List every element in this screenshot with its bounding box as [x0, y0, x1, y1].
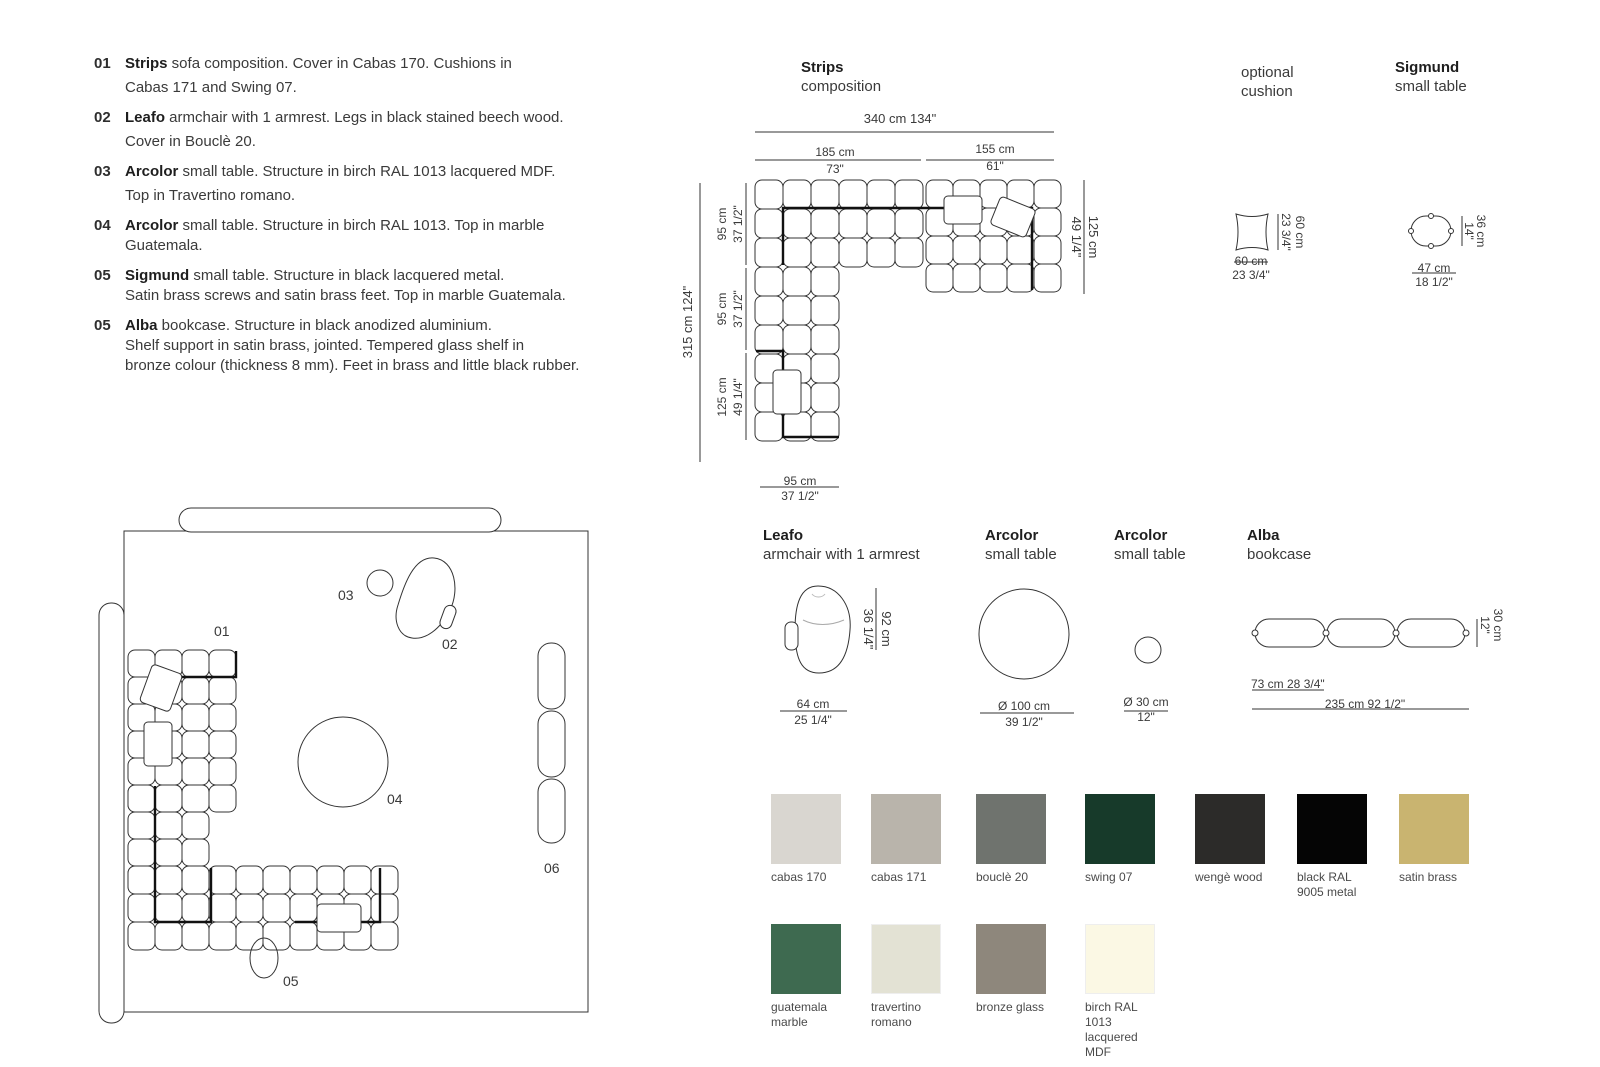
sofa-module: [182, 677, 209, 704]
sofa-module: [128, 812, 155, 839]
spec-text: bookcase. Structure in black anodized aluminium.: [157, 317, 492, 334]
title-sigmund: Sigmund small table: [1395, 59, 1467, 95]
swatch-label: cabas 170: [771, 870, 827, 884]
sofa-module: [263, 922, 290, 950]
swatch-chip: [1085, 794, 1155, 864]
plan-label-06: 06: [544, 860, 560, 876]
wall-bench: [179, 508, 501, 532]
sofa-module: [895, 238, 923, 267]
strips-cushion: [773, 370, 801, 414]
sofa-module: [867, 180, 895, 209]
swatch-chip: [1195, 794, 1265, 864]
spec-text: Cover in Bouclè 20.: [125, 133, 256, 150]
swatch-wenge-wood: [1195, 794, 1265, 885]
dim-315: 315 cm 124": [680, 285, 695, 359]
plan-label-03: 03: [338, 587, 354, 603]
swatch-label: swing 07: [1085, 870, 1133, 884]
plan-label-02: 02: [442, 636, 458, 652]
swatch-cabas-170: [771, 794, 841, 885]
swatch-swing-07: [1085, 794, 1155, 885]
sofa-module: [290, 922, 317, 950]
sofa-module: [980, 264, 1007, 292]
sofa-module: [209, 785, 236, 812]
sofa-module: [1007, 236, 1034, 264]
sofa-module: [755, 238, 783, 267]
dim-alba-h-in: 12": [1478, 616, 1492, 634]
sofa-module: [783, 325, 811, 354]
sofa-module: [811, 267, 839, 296]
dim-b95-in: 37 1/2": [781, 489, 819, 503]
title-alba: Alba bookcase: [1247, 527, 1312, 563]
swatch-chip: [871, 924, 941, 994]
dim-arcolor-small: Ø 30 cm: [1123, 695, 1169, 709]
sofa-module: [867, 238, 895, 267]
dim-v95b: 95 cm: [715, 292, 729, 326]
spec-text: Satin brass screws and satin brass feet. Top in marble Guatemala.: [125, 287, 566, 304]
sofa-module: [209, 866, 236, 894]
spec-text: armchair with 1 armrest. Legs in black stained beech wood.: [165, 109, 564, 126]
sofa-module: [209, 758, 236, 785]
swatch-label: bouclè 20: [976, 870, 1029, 884]
dim-arcolor-small-in: 12": [1137, 710, 1155, 724]
sofa-module: [1034, 180, 1061, 208]
sofa-module: [290, 866, 317, 894]
swatch-guatemala-marble: [771, 924, 841, 1030]
spec-number: 04: [94, 217, 111, 234]
sofa-module: [317, 866, 344, 894]
title-arcolor-2: Arcolor small table: [1114, 527, 1186, 563]
swatch-cabas-171: [871, 794, 941, 885]
dim-185-in: 73": [826, 162, 844, 176]
sofa-module: [783, 209, 811, 238]
sofa-module: [755, 209, 783, 238]
sofa-module: [783, 267, 811, 296]
spec-number: 05: [94, 317, 111, 334]
dim-155-in: 61": [986, 159, 1004, 173]
sofa-module: [128, 866, 155, 894]
sofa-module: [755, 412, 783, 441]
sofa-module: [128, 894, 155, 922]
swatch-satin-brass: [1399, 794, 1469, 885]
dim-v95a: 95 cm: [715, 207, 729, 241]
side-bench: [99, 603, 124, 1023]
dim-b95: 95 cm: [783, 474, 817, 488]
sofa-module: [371, 866, 398, 894]
sofa-module: [867, 209, 895, 238]
sofa-module: [182, 922, 209, 950]
sofa-module: [236, 922, 263, 950]
sofa-module: [155, 894, 182, 922]
spec-product-name: Arcolor: [125, 163, 179, 180]
sofa-module: [811, 238, 839, 267]
spec-product-name: Alba: [125, 317, 158, 334]
sofa-module: [371, 922, 398, 950]
sofa-module: [783, 180, 811, 209]
dim-total-width: 340 cm 134": [863, 111, 937, 126]
sofa-module: [839, 209, 867, 238]
sofa-module: [263, 866, 290, 894]
sofa-module: [926, 236, 953, 264]
sofa-module: [182, 839, 209, 866]
dim-r125-in: 49 1/4": [1069, 216, 1084, 258]
strips-cushion: [944, 196, 982, 224]
plan-cushion: [144, 722, 172, 766]
sofa-module: [811, 180, 839, 209]
swatch-label: guatemala marble: [771, 1000, 828, 1029]
sofa-module: [209, 704, 236, 731]
swatch-chip: [871, 794, 941, 864]
arcolor-large-drawing: [979, 589, 1069, 679]
swatch-label: wengè wood: [1195, 870, 1263, 884]
sofa-module: [1034, 236, 1061, 264]
sofa-module: [811, 325, 839, 354]
sofa-module: [128, 785, 155, 812]
dim-leafo-w-in: 25 1/4": [794, 713, 832, 727]
sofa-module: [926, 264, 953, 292]
dim-v95b-in: 37 1/2": [731, 290, 745, 328]
sofa-module: [811, 296, 839, 325]
spec-text: small table. Structure in birch RAL 1013. Top in marble: [178, 217, 545, 234]
sofa-module: [155, 839, 182, 866]
dim-sigmund-w: 47 cm: [1417, 261, 1451, 275]
sofa-module: [236, 894, 263, 922]
title-arcolor-1: Arcolor small table: [985, 527, 1057, 563]
sofa-module: [783, 238, 811, 267]
sofa-module: [344, 866, 371, 894]
dim-alba-total: 235 cm 92 1/2": [1324, 697, 1406, 711]
dim-cushion-h: 60 cm: [1293, 215, 1307, 249]
sofa-module: [1034, 264, 1061, 292]
sofa-module: [263, 894, 290, 922]
swatch-chip: [976, 794, 1046, 864]
sofa-module: [953, 264, 980, 292]
swatch-chip: [1085, 924, 1155, 994]
spec-text: small table. Structure in black lacquered metal.: [189, 267, 505, 284]
spec-product-name: Leafo: [125, 109, 166, 126]
spec-text: Guatemala.: [125, 237, 203, 254]
sofa-module: [783, 296, 811, 325]
swatch-chip: [976, 924, 1046, 994]
sofa-module: [1034, 208, 1061, 236]
dim-alba-module: 73 cm 28 3/4": [1251, 677, 1325, 691]
sofa-module: [182, 785, 209, 812]
dim-leafo-h: 92 cm: [879, 611, 894, 647]
spec-number: 05: [94, 267, 111, 284]
sofa-module: [155, 785, 182, 812]
swatch-boucle-20: [976, 794, 1046, 885]
dim-cushion-w-in: 23 3/4": [1232, 268, 1270, 282]
sofa-module: [755, 180, 783, 209]
spec-text: Top in Travertino romano.: [125, 187, 296, 204]
swatch-chip: [1297, 794, 1367, 864]
sofa-module: [811, 209, 839, 238]
sofa-module: [839, 180, 867, 209]
dim-v125: 125 cm: [715, 377, 729, 417]
spec-text: bronze colour (thickness 8 mm). Feet in brass and little black rubber.: [125, 357, 580, 374]
sofa-module: [182, 894, 209, 922]
sofa-module: [209, 677, 236, 704]
dim-arcolor-large: Ø 100 cm: [997, 699, 1051, 713]
sofa-module: [182, 812, 209, 839]
sofa-module: [182, 866, 209, 894]
spec-text: small table. Structure in birch RAL 1013 lacquered MDF.: [178, 163, 556, 180]
sofa-module: [755, 296, 783, 325]
sofa-module: [182, 758, 209, 785]
swatch-label: birch RAL 1013 lacquered MDF: [1085, 1000, 1138, 1059]
strips-drawing: [700, 132, 1084, 487]
floor-plan: [99, 508, 588, 1023]
plan-label-05: 05: [283, 973, 299, 989]
sofa-module: [128, 922, 155, 950]
sofa-module: [1007, 264, 1034, 292]
sofa-module: [236, 866, 263, 894]
dim-cushion-h-in: 23 3/4": [1279, 213, 1293, 251]
sofa-module: [953, 236, 980, 264]
plan-small-table-03: [367, 570, 393, 596]
plan-label-04: 04: [387, 791, 403, 807]
sofa-module: [895, 209, 923, 238]
plan-label-01: 01: [214, 623, 230, 639]
sofa-module: [182, 650, 209, 677]
sofa-module: [209, 731, 236, 758]
dim-cushion-w: 60 cm: [1234, 254, 1268, 268]
sofa-module: [895, 180, 923, 209]
dim-sigmund-h-in: 14": [1462, 222, 1476, 240]
spec-number: 01: [94, 55, 111, 72]
dim-v125-in: 49 1/4": [731, 378, 745, 416]
dim-sigmund-h: 36 cm: [1474, 214, 1488, 248]
swatch-label: cabas 171: [871, 870, 927, 884]
dim-v95a-in: 37 1/2": [731, 205, 745, 243]
dim-r125: 125 cm: [1086, 215, 1101, 259]
spec-number: 03: [94, 163, 111, 180]
sofa-module: [755, 325, 783, 354]
swatch-label: black RAL 9005 metal: [1297, 870, 1357, 899]
sofa-module: [155, 922, 182, 950]
sofa-module: [182, 731, 209, 758]
dim-185: 185 cm: [815, 145, 855, 159]
dim-sigmund-w-in: 18 1/2": [1415, 275, 1453, 289]
dim-155: 155 cm: [975, 142, 1015, 156]
swatch-chip: [771, 924, 841, 994]
dim-leafo-w: 64 cm: [796, 697, 830, 711]
swatch-label: satin brass: [1399, 870, 1458, 884]
swatch-label: bronze glass: [976, 1000, 1045, 1014]
sofa-module: [128, 839, 155, 866]
sofa-module: [290, 894, 317, 922]
sofa-module: [209, 922, 236, 950]
sofa-module: [209, 894, 236, 922]
sofa-module: [839, 238, 867, 267]
sofa-module: [209, 650, 236, 677]
dim-arcolor-large-in: 39 1/2": [1005, 715, 1043, 729]
swatch-black-ral-9005: [1297, 794, 1367, 900]
swatch-label: travertino romano: [871, 1000, 922, 1029]
spec-product-name: Sigmund: [125, 267, 190, 284]
spec-number: 02: [94, 109, 111, 126]
swatch-birch-ral-1013: [1085, 924, 1155, 1060]
title-leafo: Leafo armchair with 1 armrest: [763, 527, 920, 563]
dim-alba-h: 30 cm: [1491, 608, 1505, 642]
dim-leafo-h-in: 36 1/4": [861, 608, 876, 650]
alba-drawing: [1252, 619, 1477, 709]
sofa-module: [182, 704, 209, 731]
sofa-module: [155, 866, 182, 894]
spec-product-name: Arcolor: [125, 217, 179, 234]
arcolor-small-drawing: [1135, 637, 1161, 663]
sofa-module: [371, 894, 398, 922]
plan-bookcase: [538, 643, 565, 843]
plan-cushion: [317, 904, 361, 932]
sofa-module: [980, 236, 1007, 264]
spec-product-name: Strips: [125, 55, 168, 72]
swatch-chip: [1399, 794, 1469, 864]
sofa-module: [755, 267, 783, 296]
sofa-module: [155, 812, 182, 839]
sofa-module: [811, 383, 839, 412]
spec-text: Shelf support in satin brass, jointed. Tempered glass shelf in: [125, 337, 525, 354]
sofa-module: [811, 354, 839, 383]
title-cushion: optional cushion: [1241, 64, 1294, 100]
swatch-bronze-glass: [976, 924, 1046, 1015]
spec-text: sofa composition. Cover in Cabas 170. Cushions in: [167, 55, 512, 72]
spec-text: Cabas 171 and Swing 07.: [125, 79, 297, 96]
swatch-chip: [771, 794, 841, 864]
swatch-travertino-romano: [871, 924, 941, 1030]
plan-small-table-04: [298, 717, 388, 807]
title-strips: Strips composition: [801, 59, 882, 95]
